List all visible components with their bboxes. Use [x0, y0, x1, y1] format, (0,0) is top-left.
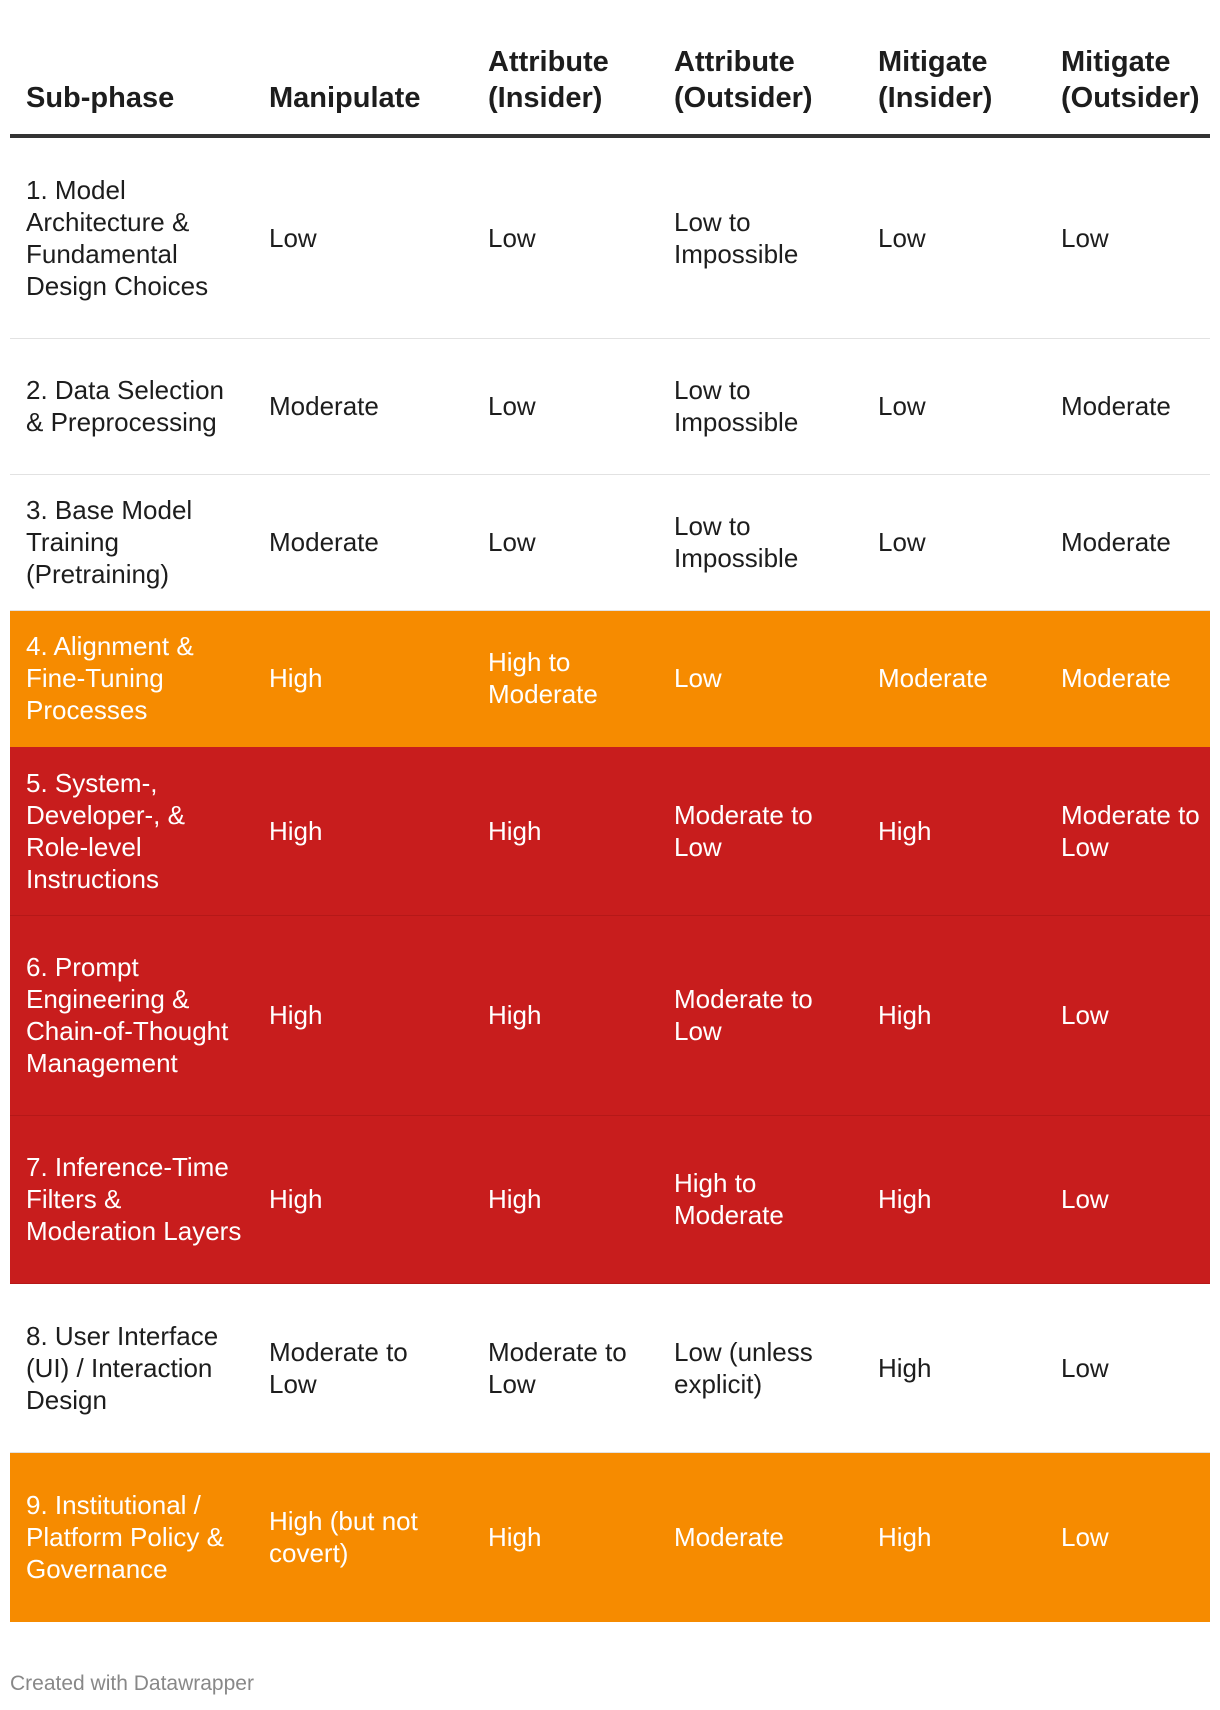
cell-manipulate: High — [253, 746, 472, 915]
cell-sub-phase: 7. Inference-Time Filters & Moderation Layers — [10, 1115, 253, 1283]
table-row — [10, 474, 1210, 610]
table-row — [10, 136, 1210, 338]
cell-attribute-insider: High — [472, 915, 658, 1115]
cell-manipulate: High — [253, 610, 472, 746]
cell-manipulate: Moderate — [253, 338, 472, 474]
table-body — [10, 136, 1210, 1621]
cell-mitigate-insider: Moderate — [862, 610, 1045, 746]
table-row — [10, 1452, 1210, 1621]
cell-mitigate-insider: High — [862, 746, 1045, 915]
cell-attribute-outsider: Low — [658, 610, 862, 746]
cell-mitigate-outsider: Moderate to Low — [1045, 746, 1210, 915]
cell-mitigate-outsider: Low — [1045, 136, 1210, 338]
cell-mitigate-outsider: Moderate — [1045, 610, 1210, 746]
header-sub-phase: Sub-phase — [10, 40, 253, 136]
cell-manipulate: High (but not covert) — [253, 1452, 472, 1621]
cell-attribute-insider: High — [472, 1452, 658, 1621]
cell-mitigate-insider: High — [862, 1115, 1045, 1283]
footer-credit: Created with Datawrapper — [10, 1672, 254, 1695]
cell-mitigate-outsider: Low — [1045, 915, 1210, 1115]
cell-sub-phase: 2. Data Selection & Preprocessing — [10, 338, 253, 474]
cell-attribute-insider: Moderate to Low — [472, 1283, 658, 1452]
cell-mitigate-insider: High — [862, 1283, 1045, 1452]
header-mitigate-outsider: Mitigate (Outsider) — [1045, 40, 1210, 136]
table-header — [10, 40, 1210, 136]
cell-mitigate-insider: Low — [862, 474, 1045, 610]
cell-attribute-insider: Low — [472, 338, 658, 474]
cell-manipulate: High — [253, 915, 472, 1115]
cell-sub-phase: 5. System-, Developer-, & Role-level Instructions — [10, 746, 253, 915]
table-container — [10, 40, 1210, 1622]
cell-attribute-insider: High — [472, 746, 658, 915]
table-row — [10, 1115, 1210, 1283]
cell-manipulate: Low — [253, 136, 472, 338]
table-row — [10, 338, 1210, 474]
cell-manipulate: High — [253, 1115, 472, 1283]
cell-sub-phase: 4. Alignment & Fine-Tuning Processes — [10, 610, 253, 746]
cell-sub-phase: 6. Prompt Engineering & Chain-of-Thought Management — [10, 915, 253, 1115]
cell-mitigate-insider: High — [862, 1452, 1045, 1621]
cell-mitigate-outsider: Low — [1045, 1115, 1210, 1283]
cell-mitigate-insider: High — [862, 915, 1045, 1115]
header-row — [10, 40, 1210, 136]
table-row — [10, 1283, 1210, 1452]
cell-attribute-insider: Low — [472, 136, 658, 338]
cell-attribute-insider: Low — [472, 474, 658, 610]
cell-mitigate-insider: Low — [862, 136, 1045, 338]
header-mitigate-insider: Mitigate (Insider) — [862, 40, 1045, 136]
cell-mitigate-insider: Low — [862, 338, 1045, 474]
cell-attribute-outsider: Moderate to Low — [658, 915, 862, 1115]
table-row — [10, 610, 1210, 746]
cell-sub-phase: 9. Institutional / Platform Policy & Governance — [10, 1452, 253, 1621]
cell-attribute-outsider: High to Moderate — [658, 1115, 862, 1283]
cell-manipulate: Moderate — [253, 474, 472, 610]
cell-attribute-insider: High to Moderate — [472, 610, 658, 746]
cell-mitigate-outsider: Moderate — [1045, 338, 1210, 474]
cell-sub-phase: 3. Base Model Training (Pretraining) — [10, 474, 253, 610]
cell-attribute-outsider: Low (unless explicit) — [658, 1283, 862, 1452]
cell-attribute-insider: High — [472, 1115, 658, 1283]
cell-attribute-outsider: Low to Impossible — [658, 136, 862, 338]
table-row — [10, 915, 1210, 1115]
header-attribute-insider: Attribute (Insider) — [472, 40, 658, 136]
cell-mitigate-outsider: Moderate — [1045, 474, 1210, 610]
cell-mitigate-outsider: Low — [1045, 1452, 1210, 1621]
cell-attribute-outsider: Moderate to Low — [658, 746, 862, 915]
cell-attribute-outsider: Moderate — [658, 1452, 862, 1621]
cell-attribute-outsider: Low to Impossible — [658, 338, 862, 474]
cell-mitigate-outsider: Low — [1045, 1283, 1210, 1452]
header-attribute-outsider: Attribute (Outsider) — [658, 40, 862, 136]
table-row — [10, 746, 1210, 915]
cell-sub-phase: 8. User Interface (UI) / Interaction Design — [10, 1283, 253, 1452]
cell-sub-phase: 1. Model Architecture & Fundamental Design Choices — [10, 136, 253, 338]
cell-attribute-outsider: Low to Impossible — [658, 474, 862, 610]
risk-table — [10, 40, 1210, 1622]
cell-manipulate: Moderate to Low — [253, 1283, 472, 1452]
header-manipulate: Manipulate — [253, 40, 472, 136]
